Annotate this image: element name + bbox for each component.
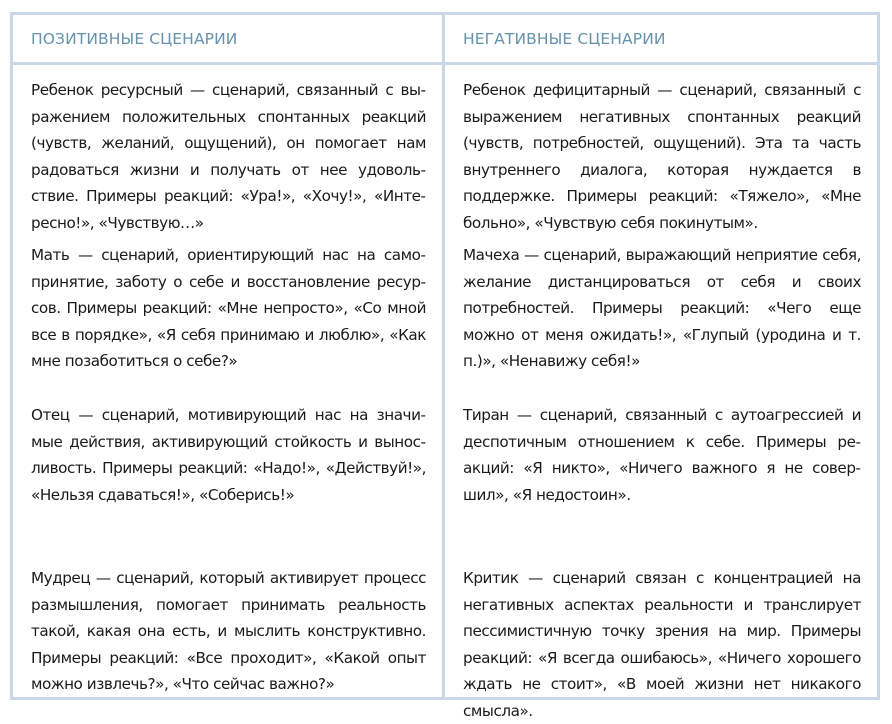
scenarios-table: [10, 12, 880, 720]
scenario-resourceful-child: Ребенок ресурсный — сценарий, связанный с выражением положительных спонтанных реакций (чувств, желаний, ощущений), он помогает нам радоваться жизни и получать от нее удовольствие. Примеры реакций: «Ура!», «Хочу!», «Интересно!», «Чувствую…»: [31, 81, 426, 232]
positive-scenarios-column: [13, 65, 445, 697]
scenario-mother: Мать — сценарий, ориентирующий нас на самопринятие, заботу о себе и восстановление ресурсов. Примеры реакций: «Мне непросто», «Со мной все в порядке», «Я себя принимаю и люблю», «Как мне позаботиться о себе?»: [31, 246, 426, 370]
negative-scenarios-column: [445, 65, 877, 720]
header-positive-scenarios: ПОЗИТИВНЫЕ СЦЕНАРИИ: [13, 15, 445, 65]
header-negative-scenarios: НЕГАТИВНЫЕ СЦЕНАРИИ: [445, 15, 877, 65]
scenario-critic: Критик — сценарий связан с концентрацией на негативных аспектах реальности и транслирует пессимистичную точку зрения на мир. Примеры реакций: «Я всегда ошибаюсь», «Ничего хорошего ждать не стоит», «В моей жизни нет никакого смысла».: [463, 569, 861, 720]
scenario-tyrant: Тиран — сценарий, связанный с аутоагрессией и деспотичным отношением к себе. Примеры реакций: «Я никто», «Ничего важного я не совершил», «Я недостоин».: [463, 406, 861, 504]
scenario-sage: Мудрец — сценарий, который активирует процесс размышления, помогает принимать реальность такой, какая она есть, и мыслить конструктивно. Примеры реакций: «Все проходит», «Какой опыт можно извлечь?», «Что сейчас важно?»: [31, 569, 426, 693]
scenario-father: Отец — сценарий, мотивирующий нас на значимые действия, активирующий стойкость и выносливость. Примеры реакций: «Надо!», «Действуй!», «Нельзя сдаваться!», «Соберись!»: [31, 406, 426, 504]
scenario-stepmother: Мачеха — сценарий, выражающий неприятие себя, желание дистанцироваться от себя и своих потребностей. Примеры реакций: «Чего еще можно от меня ожидать!», «Глупый (уродина и т. п.)», «Ненавижу себя!»: [463, 246, 861, 370]
scenario-deficient-child: Ребенок дефицитарный — сценарий, связанный с выражением негативных спонтанных реакций (чувств, потребностей, ощущений). Эта та часть внутреннего диалога, которая нуждается в поддержке. Примеры реакций: «Тяжело», «Мне больно», «Чувствую себя покинутым».: [463, 81, 861, 232]
